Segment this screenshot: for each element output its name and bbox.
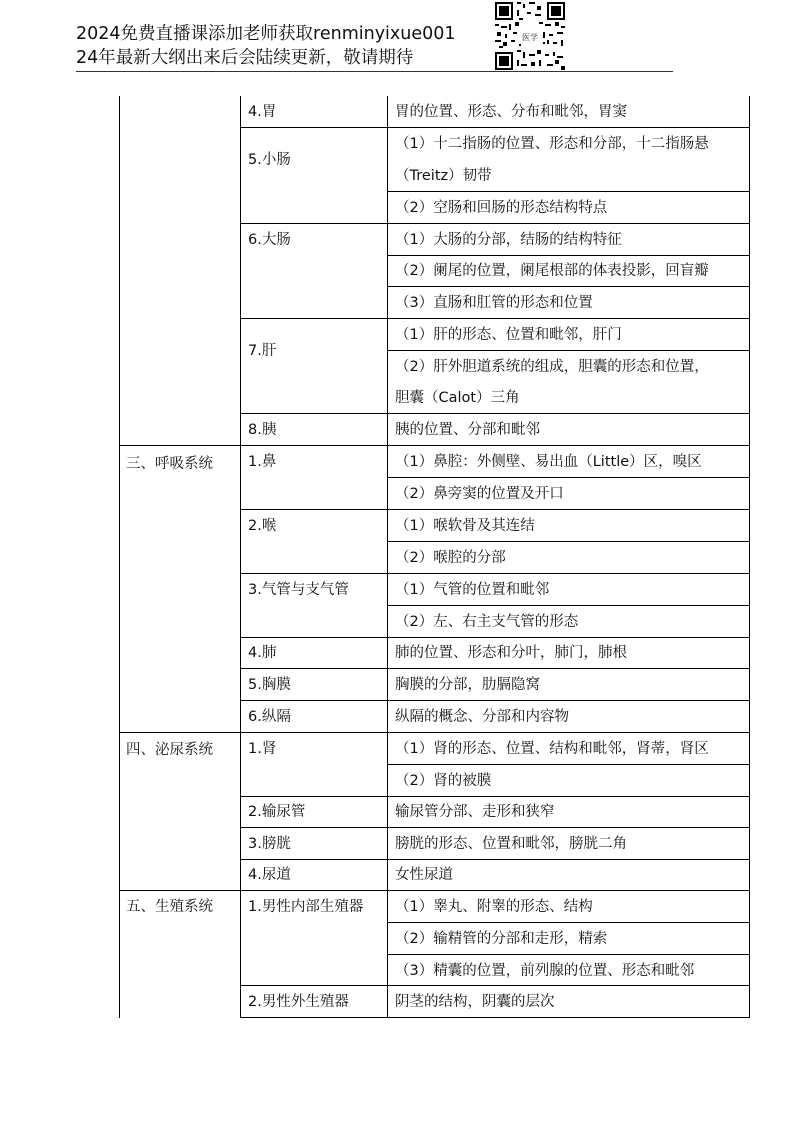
- topic-label: 2.男性外生殖器: [248, 994, 349, 1010]
- content-text: （2）空肠和回肠的形态结构特点: [395, 200, 608, 216]
- section-label: 四、泌尿系统: [126, 742, 213, 758]
- topic-label: 3.气管与支气管: [248, 582, 349, 598]
- topic-label: 4.胃: [248, 104, 277, 120]
- content-text: （2）肝外胆道系统的组成，胆囊的形态和位置，: [395, 359, 709, 375]
- topic-label: 2.喉: [248, 518, 277, 534]
- topic-label: 4.尿道: [248, 867, 291, 883]
- content-text: 胸膜的分部，肋膈隐窝: [395, 677, 540, 693]
- table-line: [240, 985, 750, 986]
- qr-center-label: 医学: [522, 33, 538, 42]
- content-text: 阴茎的结构，阴囊的层次: [395, 994, 555, 1010]
- content-text: （2）左、右主支气管的形态: [395, 614, 579, 630]
- topic-label: 7.肝: [248, 343, 277, 359]
- topic-label: 6.大肠: [248, 232, 291, 248]
- topic-label: 1.男性内部生殖器: [248, 899, 364, 915]
- content-text: 胃的位置、形态、分布和毗邻，胃窦: [395, 104, 627, 120]
- content-text: （2）输精管的分部和走形，精索: [395, 931, 608, 947]
- content-text: 输尿管分部、走形和狭窄: [395, 804, 555, 820]
- content-text: （1）喉软骨及其连结: [395, 518, 535, 534]
- content-text: （3）直肠和肛管的形态和位置: [395, 295, 593, 311]
- content-text: （2）鼻旁窦的位置及开口: [395, 486, 564, 502]
- header-line-2: 24年最新大纲出来后会陆续更新，敬请期待: [76, 48, 414, 68]
- table-line: [240, 668, 750, 669]
- table-line: [240, 1017, 750, 1018]
- content-text: （Treitz）韧带: [395, 168, 492, 184]
- section-label: 三、呼吸系统: [126, 456, 213, 472]
- content-text: （1）肾的形态、位置、结构和毗邻，肾蒂，肾区: [395, 741, 709, 757]
- table-line: [240, 859, 750, 860]
- table-line: [240, 827, 750, 828]
- topic-label: 2.输尿管: [248, 804, 306, 820]
- table-line: [119, 96, 120, 1018]
- topic-label: 5.小肠: [248, 152, 291, 168]
- table-line: [387, 350, 750, 351]
- content-text: （2）肾的被膜: [395, 773, 492, 789]
- topic-label: 3.膀胱: [248, 836, 291, 852]
- table-line: [387, 922, 750, 923]
- section-label: 五、生殖系统: [126, 899, 213, 915]
- table-line: [387, 477, 750, 478]
- content-text: 胰的位置、分部和毗邻: [395, 422, 540, 438]
- header-line-1: 2024免费直播课添加老师获取renminyixue001: [76, 24, 456, 44]
- table-line: [240, 96, 241, 1018]
- topic-label: 8.胰: [248, 422, 277, 438]
- table-line: [119, 445, 750, 446]
- table-line: [240, 127, 750, 128]
- content-text: （2）阑尾的位置，阑尾根部的体表投影，回盲瓣: [395, 263, 709, 279]
- content-text: 胆囊（Calot）三角: [395, 390, 520, 406]
- topic-label: 1.鼻: [248, 454, 277, 470]
- topic-label: 4.肺: [248, 645, 277, 661]
- content-text: 纵隔的概念、分部和内容物: [395, 709, 569, 725]
- table-line: [119, 890, 750, 891]
- table-line: [240, 637, 750, 638]
- content-text: 女性尿道: [395, 867, 453, 883]
- table-line: [240, 318, 750, 319]
- content-text: （1）睾丸、附睾的形态、结构: [395, 899, 593, 915]
- topic-label: 5.胸膜: [248, 677, 291, 693]
- topic-label: 6.纵隔: [248, 709, 291, 725]
- content-text: 膀胱的形态、位置和毗邻，膀胱二角: [395, 836, 627, 852]
- content-text: （3）精囊的位置，前列腺的位置、形态和毗邻: [395, 963, 695, 979]
- content-text: （1）十二指肠的位置、形态和分部，十二指肠悬: [395, 136, 709, 152]
- table-line: [749, 96, 750, 1018]
- table-line: [387, 954, 750, 955]
- topic-label: 1.肾: [248, 741, 277, 757]
- content-text: （2）喉腔的分部: [395, 550, 506, 566]
- table-line: [387, 764, 750, 765]
- table-line: [387, 605, 750, 606]
- table-line: [387, 191, 750, 192]
- table-line: [240, 573, 750, 574]
- table-line: [387, 286, 750, 287]
- content-text: （1）大肠的分部，结肠的结构特征: [395, 232, 622, 248]
- table-line: [240, 413, 750, 414]
- table-line: [240, 509, 750, 510]
- content-text: （1）肝的形态、位置和毗邻，肝门: [395, 327, 622, 343]
- table-line: [240, 700, 750, 701]
- content-text: 肺的位置、形态和分叶，肺门，肺根: [395, 645, 627, 661]
- table-line: [387, 96, 388, 1018]
- table-line: [119, 732, 750, 733]
- table-line: [387, 255, 750, 256]
- content-text: （1）鼻腔：外侧壁、易出血（Little）区，嗅区: [395, 454, 702, 470]
- table-line: [240, 223, 750, 224]
- content-text: （1）气管的位置和毗邻: [395, 582, 550, 598]
- table-line: [387, 541, 750, 542]
- table-line: [240, 796, 750, 797]
